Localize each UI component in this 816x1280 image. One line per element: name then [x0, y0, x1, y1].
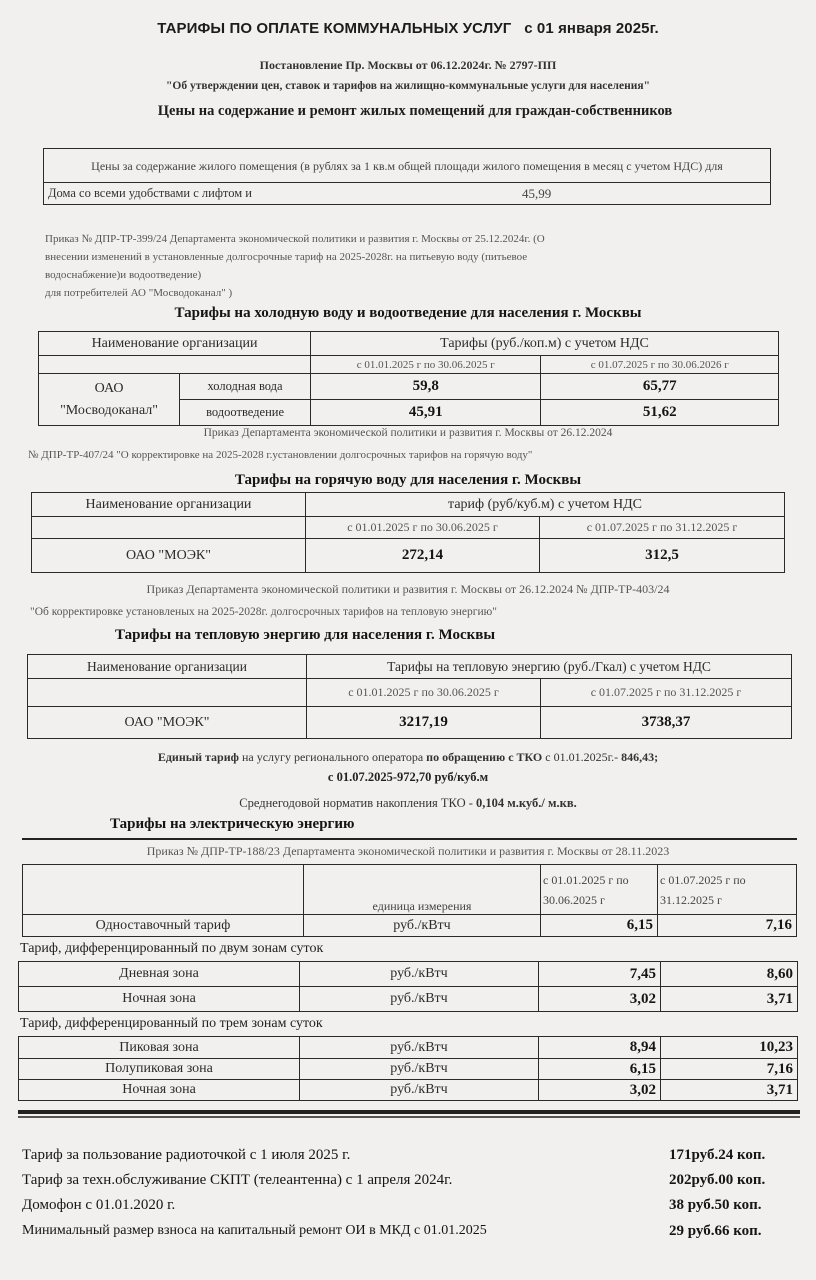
maintenance-row: [44, 183, 771, 205]
table-row: [23, 915, 797, 937]
tko-line1: Единый тариф на услугу регионального оператора по обращению с ТКО с 01.01.2025г.- 846,43;: [157, 750, 659, 764]
page-title: [0, 20, 816, 37]
maintenance-header: Цены за содержание жилого помещения (в рублях за 1 кв.м общей площади жилого помещения в месяц с учетом НДС) для: [44, 149, 771, 183]
cold-water-p1: 59,8: [311, 374, 541, 400]
table-row: Пиковая зона руб./кВтч 8,94 10,23: [19, 1037, 798, 1059]
divider-double: [18, 1110, 800, 1114]
drainage-p2: 51,62: [541, 400, 779, 426]
heat-table: [27, 654, 792, 739]
single-tariff-label: Одноставочный тариф: [23, 915, 304, 937]
decree-line2: "Об утверждении цен, ставок и тарифов на жилищно-коммунальные услуги для населения": [166, 80, 650, 92]
table-row: [28, 707, 792, 739]
col-org: Наименование организации: [28, 655, 307, 679]
col-tariffs: тариф (руб/куб.м) с учетом НДС: [306, 493, 785, 517]
heat-p2: 3738,37: [541, 707, 792, 739]
fee-row: Тариф за техн.обслуживание СКПТ (телеантенна) с 1 апреля 2024г. 202руб.00 коп.: [22, 1172, 766, 1188]
divider-thin: [18, 1116, 800, 1118]
table-row: [39, 374, 779, 400]
three-zone-title: Тариф, дифференцированный по трем зонам суток: [20, 1016, 323, 1031]
decree-line1: Постановление Пр. Москвы от 06.12.2024г. № 2797-ПП: [259, 58, 557, 72]
hot-water-heading: Тарифы на горячую воду для населения г. Москвы: [234, 472, 582, 488]
maintenance-table: [43, 148, 771, 205]
period-2: с 01.07.2025 г по 31.12.2025 г: [658, 865, 797, 915]
single-tariff-p1: 6,15: [541, 915, 658, 937]
table-row: Ночная зона руб./кВтч 3,02 3,71: [19, 1080, 798, 1101]
period-1: с 01.01.2025 г по 30.06.2025 г: [307, 679, 541, 707]
period-2: с 01.07.2025 г по 30.06.2026 г: [541, 356, 779, 374]
maintenance-heading: Цены на содержание и ремонт жилых помещений для граждан-собственников: [157, 103, 673, 119]
tko-line2: с 01.07.2025-972,70 руб/куб.м: [327, 770, 489, 784]
heat-order-line2: "Об корректировке установленых на 2025-2028г. долгосрочных тарифов на тепловую энергию": [30, 606, 497, 618]
electricity-order: Приказ № ДПР-ТР-188/23 Департамента экономической политики и развития г. Москвы от 28.11.2023: [146, 844, 670, 858]
cold-water-table: [38, 331, 779, 426]
two-zone-title: Тариф, дифференцированный по двум зонам суток: [20, 941, 324, 956]
col-org: Наименование организации: [32, 493, 306, 517]
single-tariff-unit: руб./кВтч: [304, 915, 541, 937]
fee-row: Домофон с 01.01.2020 г. 38 руб.50 коп.: [22, 1197, 762, 1213]
service-drainage: водоотведение: [180, 400, 311, 426]
three-zone-table: [18, 1036, 798, 1101]
divider: [22, 838, 797, 840]
org-name: ОАО "МОЭК": [32, 539, 306, 573]
period-1: с 01.01.2025 г по 30.06.2025 г: [311, 356, 541, 374]
col-unit: единица измерения: [304, 865, 541, 915]
table-row: Полупиковая зона руб./кВтч 6,15 7,16: [19, 1059, 798, 1080]
fee-row: Тариф за пользование радиоточкой с 1 июля 2025 г. 171руб.24 коп.: [22, 1147, 766, 1163]
title-date: с 01 января 2025г.: [524, 20, 659, 37]
heat-p1: 3217,19: [307, 707, 541, 739]
hot-water-order-line2: № ДПР-ТР-407/24 "О корректировке на 2025-2028 г.установлении долгосрочных тарифов на горячую воду": [28, 449, 533, 461]
table-row: [32, 539, 785, 573]
period-1: с 01.01.2025 г по 30.06.2025 г: [306, 517, 540, 539]
maintenance-row-value: 45,99: [522, 186, 552, 201]
org-name: ОАО "МОЭК": [28, 707, 307, 739]
title-main: ТАРИФЫ ПО ОПЛАТЕ КОММУНАЛЬНЫХ УСЛУГ: [157, 20, 512, 37]
drainage-p1: 45,91: [311, 400, 541, 426]
heat-heading: Тарифы на тепловую энергию для населения г. Москвы: [115, 627, 496, 643]
service-cold-water: холодная вода: [180, 374, 311, 400]
cold-water-p2: 65,77: [541, 374, 779, 400]
hot-water-p2: 312,5: [540, 539, 785, 573]
period-2: с 01.07.2025 г по 31.12.2025 г: [540, 517, 785, 539]
col-tariffs: Тарифы (руб./коп.м) с учетом НДС: [311, 332, 779, 356]
org-name: ОАО "Мосводоканал": [39, 374, 180, 426]
col-tariffs: Тарифы на тепловую энергию (руб./Гкал) с учетом НДС: [307, 655, 792, 679]
hot-water-order-line1: Приказ Департамента экономической политики и развития г. Москвы от 26.12.2024: [203, 427, 613, 439]
hot-water-p1: 272,14: [306, 539, 540, 573]
electricity-heading: Тарифы на электрическую энергию: [110, 816, 355, 832]
hot-water-table: [31, 492, 785, 573]
table-row: Ночная зона руб./кВтч 3,02 3,71: [19, 987, 798, 1012]
single-tariff-p2: 7,16: [658, 915, 797, 937]
maintenance-row-label: Дома со всеми удобствами с лифтом и: [48, 186, 252, 200]
fee-row: Минимальный размер взноса на капитальный ремонт ОИ в МКД с 01.01.2025 29 руб.66 коп.: [22, 1223, 762, 1239]
table-row: Дневная зона руб./кВтч 7,45 8,60: [19, 962, 798, 987]
period-1: с 01.01.2025 г по 30.06.2025 г: [541, 865, 658, 915]
two-zone-table: [18, 961, 798, 1012]
cold-water-order: Приказ № ДПР-ТР-399/24 Департамента экономической политики и развития г. Москвы от 25.12.2024г. (О внесении изменений в установленные долгосрочные тариф на 2025-2028г. на питьевую воду (питьевое водоснабжение)и водоотведение) для потребителей АО "Мосводоканал" ): [45, 233, 545, 299]
period-2: с 01.07.2025 г по 31.12.2025 г: [541, 679, 792, 707]
electricity-table-header: [22, 864, 797, 937]
cold-water-heading: Тарифы на холодную воду и водоотведение для населения г. Москвы: [174, 305, 642, 321]
heat-order-line1: Приказ Департамента экономической политики и развития г. Москвы от 26.12.2024 № ДПР-ТР-403/24: [146, 582, 670, 596]
tko-norm: Среднегодовой норматив накопления ТКО - 0,104 м.куб./ м.кв.: [239, 796, 577, 810]
col-org: Наименование организации: [39, 332, 311, 356]
